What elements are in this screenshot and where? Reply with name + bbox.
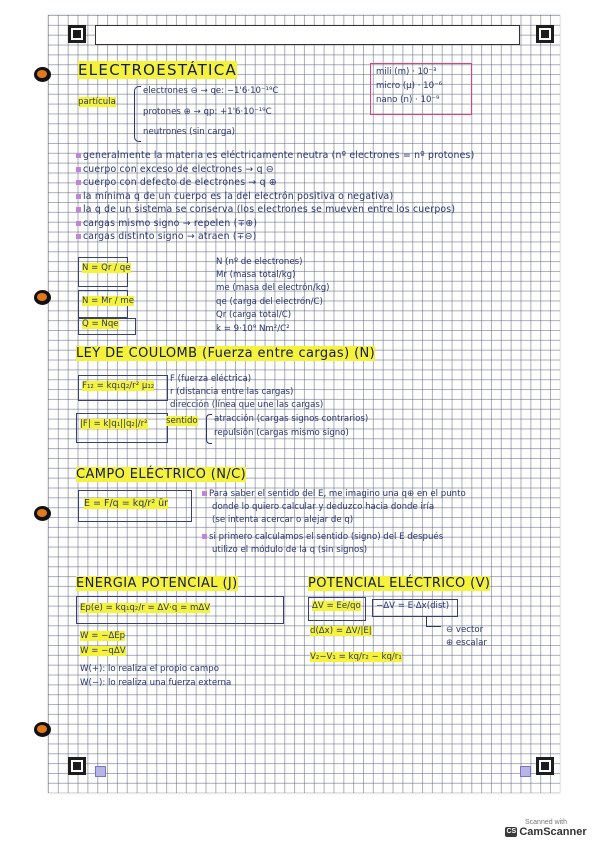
legend-item: Qr (carga total/C) xyxy=(216,310,292,320)
bullet-item: la q de un sistema se conserva (los electrones se mueven entre los cuerpos) xyxy=(76,205,455,216)
brace-icon xyxy=(206,414,212,444)
arrow-icon xyxy=(426,616,441,627)
energia-w2: W = −qΔV xyxy=(80,646,126,656)
corner-marker-icon xyxy=(536,757,554,775)
scanner-top-label: Scanned with xyxy=(524,819,568,826)
brace-icon xyxy=(134,86,141,142)
legend-item: k = 9·10⁹ Nm²/C² xyxy=(216,324,290,334)
potencial-escalar: ⊕ escalar xyxy=(446,638,487,648)
energia-w1: W = −ΔEp xyxy=(80,631,126,641)
coulomb-f-label: F (fuerza eléctrica) xyxy=(170,374,252,384)
prefix-micro: micro (µ) · 10⁻⁶ xyxy=(376,81,443,91)
corner-marker-icon xyxy=(536,25,554,43)
corner-square-icon xyxy=(95,766,106,777)
coulomb-title: LEY DE COULOMB (Fuerza entre cargas) (N) xyxy=(76,346,376,361)
scanner-brand: CS CamScanner xyxy=(506,826,587,838)
potencial-title: POTENCIAL ELÉCTRICO (V) xyxy=(308,576,491,591)
potencial-dv: ΔV = Ee/qo xyxy=(312,601,361,611)
potencial-v2v1: V₂−V₁ = kq/r₂ − kq/r₁ xyxy=(310,652,402,662)
corner-marker-icon xyxy=(68,25,86,43)
corner-marker-icon xyxy=(68,757,86,775)
potencial-vector: ⊖ vector xyxy=(446,625,484,635)
campo-title: CAMPO ELÉCTRICO (N/C) xyxy=(76,467,247,482)
legend-item: Mr (masa total/kg) xyxy=(216,270,296,280)
energia-wneg: W(−): lo realiza una fuerza externa xyxy=(80,678,232,688)
electro-title: ELECTROESTÁTICA xyxy=(78,61,238,79)
formula-q-nqe: Q = Nqe xyxy=(82,319,119,329)
bullet-item: generalmente la materia es eléctricamente neutra (nº electrones = nº protones) xyxy=(76,151,474,162)
coulomb-atraccion: atracción (cargas signos contrarios) xyxy=(214,414,369,424)
legend-item: N (nº de electrones) xyxy=(216,257,303,267)
binder-hole xyxy=(34,722,51,737)
electrones-line: electrones ⊖ → qe: −1'6·10⁻¹⁹C xyxy=(143,86,279,96)
coulomb-r-label: r (distancia entre las cargas) xyxy=(170,387,294,397)
energia-wpos: W(+): lo realiza el propio campo xyxy=(80,664,219,674)
prefix-nano: nano (n) · 10⁻⁹ xyxy=(376,95,440,105)
particula-label: partícula xyxy=(78,97,116,107)
header-box xyxy=(95,25,520,45)
protones-line: protones ⊕ → qp: +1'6·10⁻¹⁹C xyxy=(143,107,272,117)
coulomb-formula-modulus: |F| = k|q₁||q₂|/r² xyxy=(80,419,148,429)
coulomb-formula-vector: F₁₂ = kq₁q₂/r² µ₁₂ xyxy=(82,381,155,391)
corner-square-icon xyxy=(520,766,531,777)
neutrones-line: neutrones (sin carga) xyxy=(143,127,235,137)
energia-formula: Ep(e) = kq₁q₂/r = ΔV·q = mΔV xyxy=(80,603,211,613)
bullet-item: la mínima q de un cuerpo es la del electrón positiva o negativa) xyxy=(76,192,393,203)
camscanner-logo-icon: CS xyxy=(506,828,517,836)
campo-formula: E = F/q = kq/r² ūr xyxy=(84,498,169,509)
bullet-item: cargas mismo signo → repelen (∓⊕) xyxy=(76,219,257,230)
potencial-dx: d(Δx) = ΔV/|E| xyxy=(310,626,372,636)
campo-note1-line: donde lo quiero calcular y deduzco hacia donde iría xyxy=(212,502,435,512)
coulomb-direccion: dirección (línea que une las cargas) xyxy=(170,400,324,410)
campo-note1-line: Para saber el sentido del E, me imagino una q⊕ en el punto xyxy=(202,490,466,500)
potencial-dv-e: −ΔV = E·Δx(dist) xyxy=(376,601,450,611)
binder-hole xyxy=(34,290,51,305)
formula-n-q: N = Qr / qe xyxy=(82,263,131,273)
bullet-item: cuerpo con defecto de electrones → q ⊕ xyxy=(76,178,277,189)
bullet-item: cuerpo con exceso de electrones → q ⊖ xyxy=(76,165,274,176)
prefix-mili: mili (m) · 10⁻³ xyxy=(376,67,437,77)
legend-item: me (masa del electrón/kg) xyxy=(216,283,330,293)
coulomb-sentido: sentido xyxy=(166,416,198,426)
campo-note1-line: (se intenta acercar o alejar de q) xyxy=(212,515,354,525)
camscanner-watermark xyxy=(505,819,587,838)
binder-hole xyxy=(34,506,51,521)
formula-n-m: N = Mr / me xyxy=(82,296,135,306)
legend-item: qe (carga del electrón/C) xyxy=(216,297,323,307)
campo-note2-line: utilizo el módulo de la q (sin signos) xyxy=(212,545,368,555)
energia-title: ENERGIA POTENCIAL (J) xyxy=(76,576,238,591)
binder-hole xyxy=(34,67,51,82)
coulomb-repulsion: repulsión (cargas mismo signo) xyxy=(214,428,349,438)
bullet-item: cargas distinto signo → atraen (∓⊖) xyxy=(76,232,256,243)
campo-note2-line: si primero calculamos el sentido (signo) del E después xyxy=(202,533,443,543)
